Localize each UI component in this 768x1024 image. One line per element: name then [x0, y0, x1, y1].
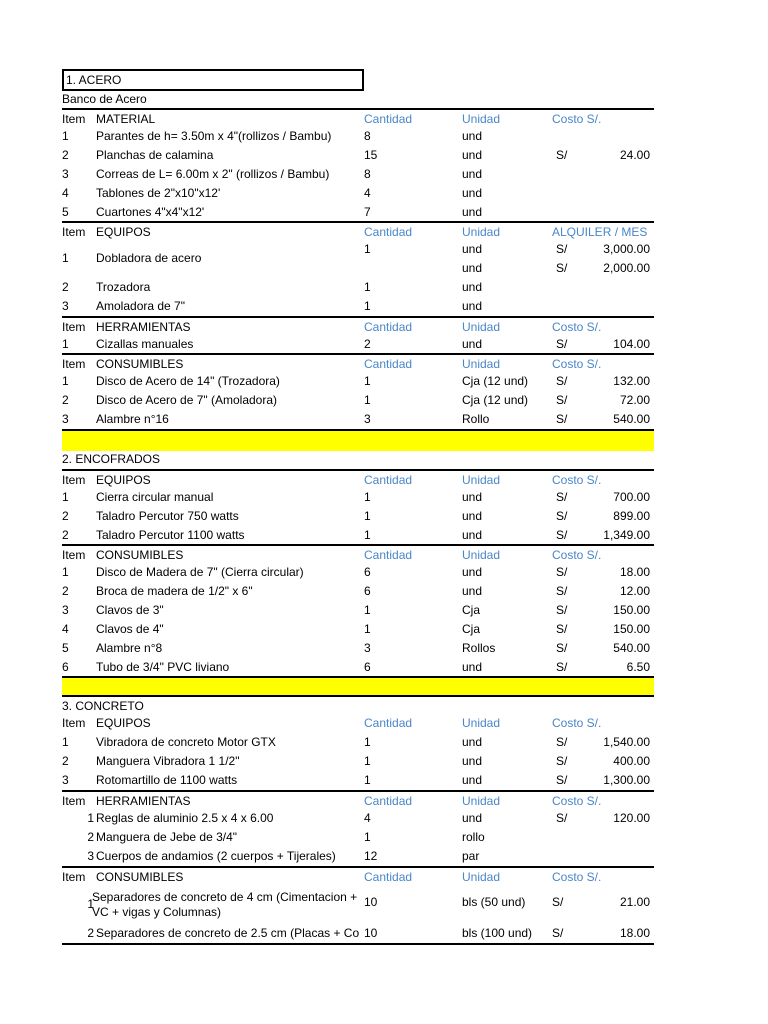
cell-qty: 6 — [364, 565, 371, 579]
cell-unit: und — [462, 148, 483, 162]
cell-desc: Cizallas manuales — [96, 337, 194, 351]
cell-unit: bls (50 und) — [462, 895, 526, 909]
col-unit: Unidad — [462, 225, 501, 239]
cell-qty: 6 — [364, 660, 371, 674]
col-item: Item — [62, 794, 86, 808]
consumibles-header-row — [62, 866, 654, 887]
cell-item: 1 — [62, 129, 69, 143]
cell-qty: 10 — [364, 926, 378, 940]
cell-qty: 3 — [364, 412, 371, 426]
cell-unit: und — [462, 584, 483, 598]
cell-item: 2 — [62, 754, 69, 768]
cell-amount — [560, 278, 650, 297]
section-title: 3. CONCRETO — [62, 699, 144, 713]
cell-unit: und — [462, 242, 483, 256]
cell-desc: Disco de Acero de 14" (Trozadora) — [96, 374, 280, 388]
cell-amount: 150.00 — [613, 603, 650, 617]
cell-item: 3 — [62, 603, 69, 617]
col-item: Item — [62, 320, 86, 334]
cell-currency: S/ — [556, 261, 568, 275]
cell-amount: 150.00 — [613, 622, 650, 636]
cell-qty: 1 — [364, 242, 371, 256]
col-qty: Cantidad — [364, 320, 413, 334]
col-qty: Cantidad — [364, 225, 413, 239]
equipos-header-row — [62, 469, 654, 490]
cell-desc: Cuartones 4"x4"x12' — [96, 205, 205, 219]
consumibles-header-row — [62, 544, 654, 565]
cell-desc: Clavos de 3" — [96, 603, 164, 617]
cell-desc: Rotomartillo de 1100 watts — [96, 773, 238, 787]
table-row[interactable] — [62, 563, 654, 582]
cell-qty: 10 — [364, 895, 378, 909]
cell-unit: und — [462, 280, 483, 294]
col-cost: Costo S/. — [552, 320, 602, 334]
cell-amount — [560, 184, 650, 203]
material-header-row — [62, 108, 654, 129]
cell-unit: und — [462, 299, 483, 313]
cell-desc: Planchas de calamina — [96, 148, 214, 162]
cell-qty: 1 — [364, 528, 371, 542]
cell-unit: und — [462, 528, 483, 542]
consumibles-header-row — [62, 353, 654, 374]
cell-qty: 3 — [364, 641, 371, 655]
cell-qty: 1 — [364, 735, 371, 749]
col-cost: Costo S/. — [552, 794, 602, 808]
cell-unit: und — [462, 811, 483, 825]
cell-currency: S/ — [556, 584, 568, 598]
col-item: Item — [62, 357, 86, 371]
subtitle-row — [62, 90, 654, 109]
cell-desc: Trozadora — [96, 280, 151, 294]
col-unit: Unidad — [462, 548, 501, 562]
table-row[interactable] — [62, 391, 654, 410]
cell-item: 3 — [87, 849, 94, 863]
col-cost: ALQUILER / MES — [552, 225, 648, 239]
cell-currency: S/ — [556, 393, 568, 407]
cell-desc: Manguera Vibradora 1 1/2" — [96, 754, 240, 768]
cell-desc: Cuerpos de andamios (2 cuerpos + Tijerales) — [96, 849, 336, 863]
col-unit: Unidad — [462, 794, 501, 808]
cell-amount — [560, 165, 650, 184]
cell-qty: 1 — [364, 280, 371, 294]
cell-currency: S/ — [556, 565, 568, 579]
cell-amount: 400.00 — [613, 754, 650, 768]
cell-qty: 1 — [364, 773, 371, 787]
col-qty: Cantidad — [364, 870, 413, 884]
cell-amount: 18.00 — [619, 565, 650, 579]
cell-amount: 104.00 — [613, 337, 650, 351]
cell-item: 2 — [87, 830, 94, 844]
cell-currency: S/ — [556, 242, 568, 256]
col-item: Item — [62, 716, 86, 730]
herramientas-header-row — [62, 790, 654, 811]
cell-desc: Reglas de aluminio 2.5 x 4 x 6.00 — [96, 811, 274, 825]
cell-desc: Alambre n°16 — [96, 412, 169, 426]
cell-desc: Tubo de 3/4" PVC liviano — [96, 660, 230, 674]
cell-qty: 1 — [364, 490, 371, 504]
col-unit: Unidad — [462, 112, 501, 126]
cell-item: 2 — [87, 926, 94, 940]
table-row[interactable] — [62, 203, 654, 222]
col-item: Item — [62, 870, 86, 884]
cell-amount: 21.00 — [619, 895, 650, 909]
cell-unit: Cja (12 und) — [462, 393, 529, 407]
cell-currency: S/ — [556, 412, 568, 426]
table-row[interactable] — [62, 809, 654, 828]
col-unit: Unidad — [462, 357, 501, 371]
table-row[interactable] — [62, 639, 654, 658]
cell-qty: 7 — [364, 205, 371, 219]
col-qty: Cantidad — [364, 357, 413, 371]
table-bottom-border — [62, 943, 654, 945]
col-qty: Cantidad — [364, 548, 413, 562]
col-item: Item — [62, 473, 86, 487]
table-row[interactable] — [62, 184, 654, 203]
table-row[interactable] — [62, 127, 654, 146]
col-qty: Cantidad — [364, 473, 413, 487]
cell-currency: S/ — [556, 773, 568, 787]
col-desc: CONSUMIBLES — [96, 870, 184, 884]
table-row[interactable] — [62, 372, 654, 391]
table-row[interactable] — [62, 828, 654, 847]
cell-unit: Cja (12 und) — [462, 374, 529, 388]
cell-qty: 6 — [364, 584, 371, 598]
cell-item: 1 — [62, 735, 69, 749]
herramientas-header-row — [62, 316, 654, 337]
cell-currency: S/ — [556, 735, 568, 749]
table-row[interactable] — [62, 924, 654, 943]
cell-qty: 1 — [364, 754, 371, 768]
cell-item: 3 — [62, 412, 69, 426]
cell-unit: und — [462, 509, 483, 523]
col-qty: Cantidad — [364, 112, 413, 126]
table-row[interactable] — [62, 752, 654, 771]
col-cost: Costo S/. — [552, 357, 602, 371]
cell-desc: Taladro Percutor 1100 watts — [96, 528, 245, 542]
col-desc: EQUIPOS — [96, 716, 151, 730]
cell-desc: Correas de L= 6.00m x 2" (rollizos / Bambu) — [96, 167, 330, 181]
cell-desc: Alambre n°8 — [96, 641, 163, 655]
cell-qty: 15 — [364, 148, 378, 162]
cell-item: 5 — [62, 205, 69, 219]
cell-unit: par — [462, 849, 480, 863]
table-row[interactable] — [62, 335, 654, 354]
col-cost: Costo S/. — [552, 548, 602, 562]
cell-amount: 540.00 — [613, 641, 650, 655]
col-desc: MATERIAL — [96, 112, 156, 126]
cell-item: 1 — [87, 897, 94, 911]
cell-item: 1 — [87, 811, 94, 825]
table-row[interactable] — [62, 410, 654, 431]
cell-amount: 1,540.00 — [603, 735, 650, 749]
cell-desc: Vibradora de concreto Motor GTX — [96, 735, 276, 749]
section-title: 2. ENCOFRADOS — [62, 452, 161, 466]
cell-qty: 1 — [364, 830, 371, 844]
cell-qty: 1 — [364, 393, 371, 407]
table-row[interactable] — [62, 526, 654, 545]
cell-item: 1 — [62, 490, 69, 504]
cell-item: 4 — [62, 622, 69, 636]
col-cost: Costo S/. — [552, 473, 602, 487]
col-desc: HERRAMIENTAS — [96, 320, 191, 334]
cell-currency: S/ — [556, 603, 568, 617]
table-row[interactable] — [62, 488, 654, 507]
cell-unit: und — [462, 261, 483, 275]
cell-amount — [560, 203, 650, 222]
cell-currency: S/ — [556, 337, 568, 351]
cell-unit: und — [462, 205, 483, 219]
cell-desc: Cierra circular manual — [96, 490, 214, 504]
cell-item: 3 — [62, 299, 69, 313]
col-cost: Costo S/. — [552, 112, 602, 126]
cell-qty: 12 — [364, 849, 378, 863]
cell-desc: Manguera de Jebe de 3/4" — [96, 830, 238, 844]
table-row[interactable] — [62, 297, 654, 316]
cell-unit: und — [462, 167, 483, 181]
table-row[interactable] — [62, 146, 654, 165]
cell-qty: 4 — [364, 811, 371, 825]
cell-currency: S/ — [556, 641, 568, 655]
cell-item: 1 — [62, 565, 69, 579]
cell-qty: 8 — [364, 129, 371, 143]
cell-amount: 72.00 — [619, 393, 650, 407]
cell-unit: und — [462, 129, 483, 143]
cell-amount — [560, 297, 650, 316]
cell-unit: Cja — [462, 622, 481, 636]
col-item: Item — [62, 112, 86, 126]
cell-amount — [560, 828, 650, 847]
cell-currency: S/ — [556, 528, 568, 542]
cell-unit: und — [462, 735, 483, 749]
cell-desc: Broca de madera de 1/2" x 6" — [96, 584, 253, 598]
cell-item: 2 — [62, 528, 69, 542]
cell-unit: Rollos — [462, 641, 496, 655]
cell-desc: Dobladora de acero — [96, 251, 202, 265]
cell-qty: 1 — [364, 603, 371, 617]
cell-desc: Amoladora de 7" — [96, 299, 185, 313]
cell-amount: 700.00 — [613, 490, 650, 504]
banco-acero-label: Banco de Acero — [62, 92, 147, 106]
cell-amount: 1,300.00 — [603, 773, 650, 787]
cell-currency: S/ — [556, 622, 568, 636]
cell-desc: Parantes de h= 3.50m x 4"(rollizos / Bambu) — [96, 129, 332, 143]
cell-amount — [560, 127, 650, 146]
cell-desc: Disco de Madera de 7" (Cierra circular) — [96, 565, 304, 579]
col-desc: CONSUMIBLES — [96, 548, 184, 562]
cell-qty: 1 — [364, 622, 371, 636]
cell-qty: 2 — [364, 337, 371, 351]
cell-unit: rollo — [462, 830, 485, 844]
col-cost: Costo S/. — [552, 870, 602, 884]
cell-currency: S/ — [556, 754, 568, 768]
col-unit: Unidad — [462, 473, 501, 487]
cell-amount: 12.00 — [619, 584, 650, 598]
cell-unit: bls (100 und) — [462, 926, 533, 940]
cell-currency: S/ — [556, 490, 568, 504]
separator-band — [62, 676, 654, 697]
cell-item: 2 — [62, 148, 69, 162]
col-desc: CONSUMIBLES — [96, 357, 184, 371]
col-cost: Costo S/. — [552, 716, 602, 730]
col-desc: HERRAMIENTAS — [96, 794, 191, 808]
cell-item: 4 — [62, 186, 69, 200]
col-qty: Cantidad — [364, 716, 413, 730]
cell-amount: 24.00 — [619, 148, 650, 162]
cell-currency: S/ — [556, 811, 568, 825]
cell-unit: und — [462, 660, 483, 674]
cell-unit: Cja — [462, 603, 481, 617]
cell-currency: S/ — [556, 374, 568, 388]
col-qty: Cantidad — [364, 794, 413, 808]
cell-unit: und — [462, 186, 483, 200]
cell-amount: 18.00 — [619, 926, 650, 940]
cell-desc: Separadores de concreto de 4 cm (Cimentacion + VC + vigas y Columnas) — [92, 890, 358, 919]
table-row[interactable] — [62, 240, 654, 278]
cell-currency: S/ — [556, 660, 568, 674]
cell-desc: Tablones de 2"x10"x12' — [96, 186, 221, 200]
cell-qty: 1 — [364, 299, 371, 313]
cell-amount: 1,349.00 — [603, 528, 650, 542]
equipos-header-row — [62, 221, 654, 242]
table-row[interactable] — [62, 620, 654, 639]
cell-desc: Separadores de concreto de 2.5 cm (Placas + Co — [96, 926, 360, 940]
cell-qty: 1 — [364, 509, 371, 523]
cell-amount: 2,000.00 — [603, 261, 650, 275]
separator-band — [62, 429, 654, 451]
table-row[interactable] — [62, 165, 654, 184]
cell-amount: 120.00 — [613, 811, 650, 825]
col-unit: Unidad — [462, 870, 501, 884]
table-row[interactable] — [62, 601, 654, 620]
table-row[interactable] — [62, 507, 654, 526]
col-unit: Unidad — [462, 716, 501, 730]
col-item: Item — [62, 225, 86, 239]
cell-item: 5 — [62, 641, 69, 655]
table-row[interactable] — [62, 771, 654, 790]
table-row[interactable] — [62, 847, 654, 866]
table-row[interactable] — [62, 886, 654, 924]
cell-amount: 540.00 — [613, 412, 650, 426]
cell-desc: Taladro Percutor 750 watts — [96, 509, 239, 523]
cell-item: 2 — [62, 509, 69, 523]
table-row[interactable] — [62, 278, 654, 297]
cell-item: 1 — [62, 251, 69, 265]
cell-currency: S/ — [556, 509, 568, 523]
section-acero-title[interactable] — [62, 69, 364, 91]
cell-item: 1 — [62, 374, 69, 388]
equipos-header-row — [62, 714, 654, 733]
col-desc: EQUIPOS — [96, 225, 151, 239]
table-row[interactable] — [62, 733, 654, 752]
table-row[interactable] — [62, 658, 654, 677]
cell-unit: und — [462, 565, 483, 579]
cell-item: 2 — [62, 393, 69, 407]
cell-item: 2 — [62, 280, 69, 294]
cell-amount: 3,000.00 — [603, 242, 650, 256]
col-desc: EQUIPOS — [96, 473, 151, 487]
col-item: Item — [62, 548, 86, 562]
cell-currency: S/ — [552, 926, 564, 940]
cell-qty: 8 — [364, 167, 371, 181]
cell-item: 6 — [62, 660, 69, 674]
cell-desc: Disco de Acero de 7" (Amoladora) — [96, 393, 278, 407]
cell-qty: 1 — [364, 374, 371, 388]
cell-amount: 132.00 — [613, 374, 650, 388]
cell-amount: 899.00 — [613, 509, 650, 523]
table-row[interactable] — [62, 582, 654, 601]
cell-desc: Clavos de 4" — [96, 622, 164, 636]
cell-qty: 4 — [364, 186, 371, 200]
cell-unit: und — [462, 490, 483, 504]
cell-item: 3 — [62, 773, 69, 787]
cell-item: 2 — [62, 584, 69, 598]
cell-currency: S/ — [552, 895, 564, 909]
cell-unit: und — [462, 773, 483, 787]
cell-amount: 6.50 — [626, 660, 650, 674]
cell-amount — [560, 847, 650, 866]
section-encofrados-title-row — [62, 450, 654, 469]
cell-currency: S/ — [556, 148, 568, 162]
section-concreto-title-row — [62, 695, 654, 716]
section-title-text: 1. ACERO — [66, 73, 122, 87]
cell-unit: und — [462, 337, 483, 351]
cell-unit: Rollo — [462, 412, 490, 426]
cell-item: 1 — [62, 337, 69, 351]
cell-unit: und — [462, 754, 483, 768]
col-unit: Unidad — [462, 320, 501, 334]
cell-item: 3 — [62, 167, 69, 181]
